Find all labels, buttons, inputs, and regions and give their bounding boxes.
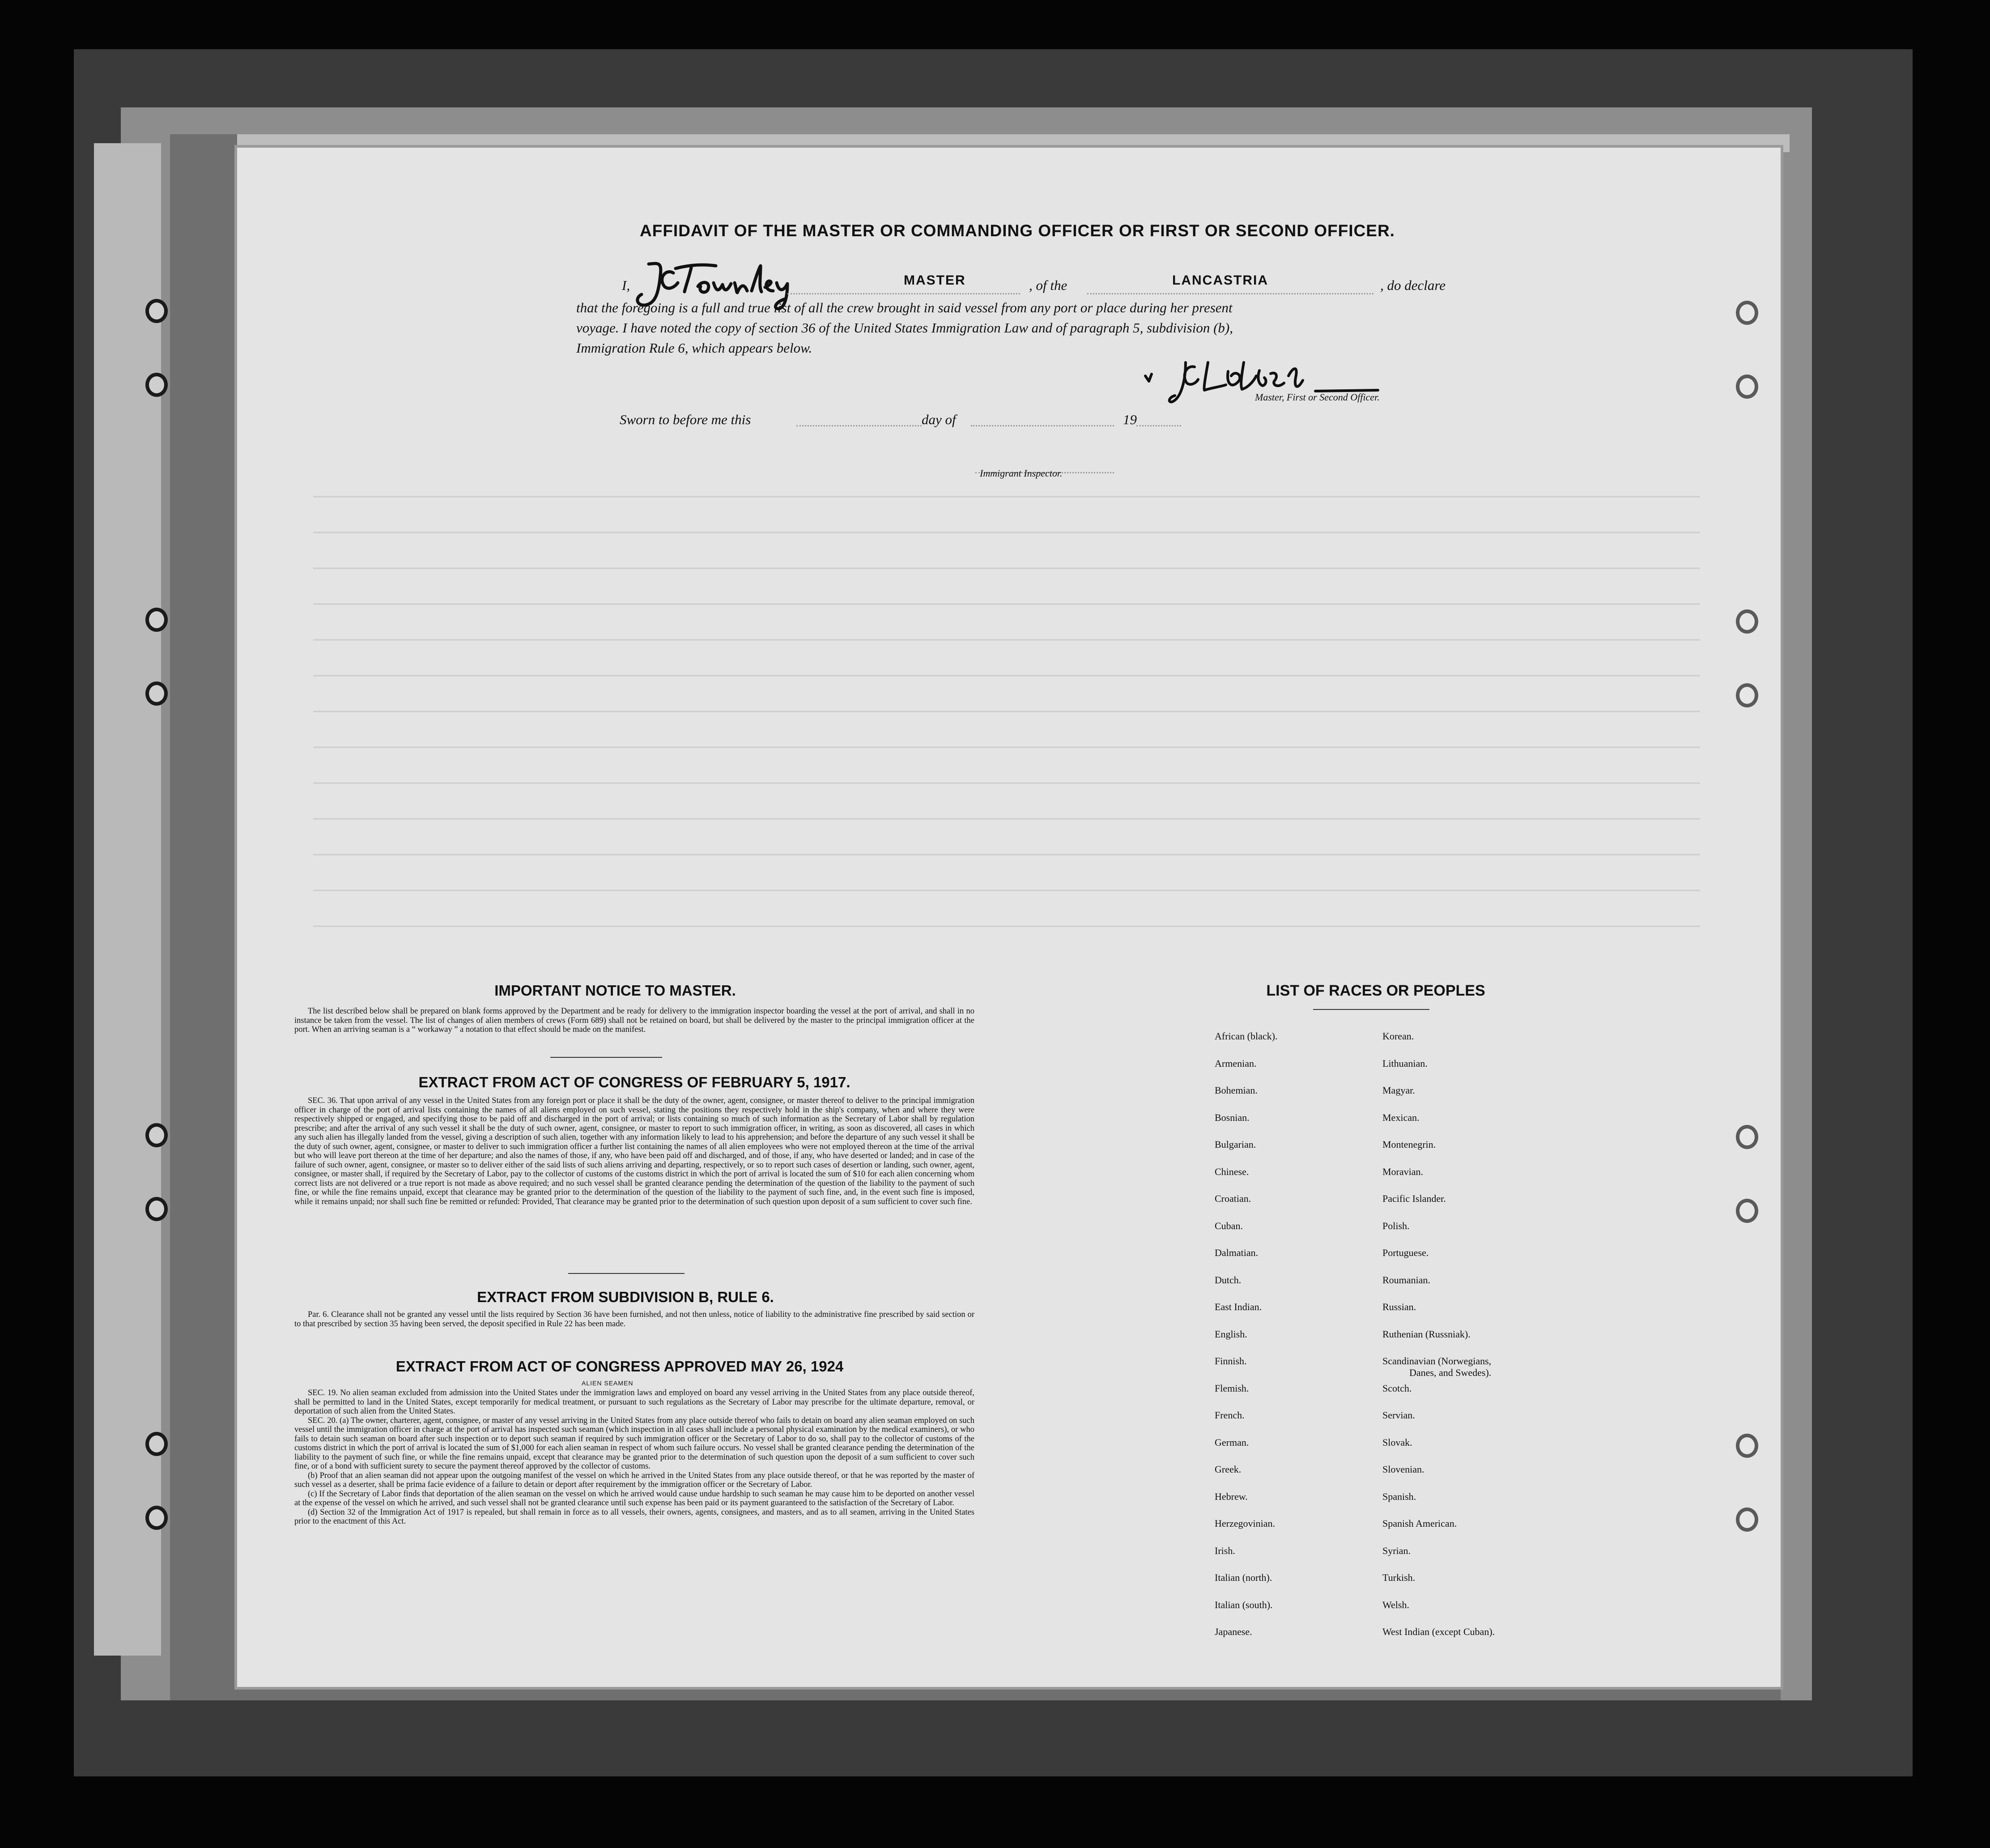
divider-rule xyxy=(568,1273,685,1274)
divider-rule xyxy=(550,1057,662,1058)
extract-1924-body xyxy=(294,1388,974,1526)
notice-paragraph: The list described below shall be prepared on blank forms approved by the Department and be ready for delivery to the immigration inspector boarding the vessel at the port of arrival, and shall in no instance be taken from the vessel. The list of changes of alien members of crews (Form 689) shall not be retained on board, but shall be delivered by the master to the principal immigration officer at the port. When an arriving seaman is a “ workaway ” a notation to that effect should be made on the manifest. xyxy=(294,1007,974,1034)
punch-hole xyxy=(1736,1199,1758,1223)
race-item: Russian. xyxy=(1382,1301,1416,1312)
race-item: Spanish. xyxy=(1382,1490,1416,1502)
sworn-month-line xyxy=(971,425,1114,426)
punch-hole xyxy=(1736,301,1758,325)
race-item: Scotch. xyxy=(1382,1382,1412,1394)
race-item: Turkish. xyxy=(1382,1572,1416,1583)
race-item: Moravian. xyxy=(1382,1166,1424,1177)
race-item: Dalmatian. xyxy=(1215,1247,1259,1258)
affidavit-title: AFFIDAVIT OF THE MASTER OR COMMANDING OFFICER OR FIRST OR SECOND OFFICER. xyxy=(640,221,1395,240)
do-declare-text: , do declare xyxy=(1380,277,1446,293)
race-item: Portuguese. xyxy=(1382,1247,1429,1258)
race-item: Danes, and Swedes). xyxy=(1409,1367,1492,1378)
extract-1924-paragraph: (c) If the Secretary of Labor finds that deportation of the alien seaman on the vessel on which he arrived would cause undue hardship to such seaman he may cause him to be deported on another vessel at the expense of the vessel on which he arrived, and such vessel shall not be granted clearance until such expense has been paid or its payment guaranteed to the satisfaction of the Secretary of Labor. xyxy=(294,1489,974,1507)
punch-hole xyxy=(145,1432,168,1456)
punch-hole xyxy=(145,1506,168,1530)
extract-1924-paragraph: SEC. 20. (a) The owner, charterer, agent, consignee, or master of any vessel arriving in the United States from any place outside thereof who fails to detain on board any alien seaman employed on such vessel until the immigration officer in charge at the port of arrival has inspected such seaman (which inspection in all cases shall include a personal physical examination by the medical examiners), or who fails to detain such seaman on board after such inspection or to deport such seaman if required by such immigration officer or the Secretary of Labor to do so, shall pay to the collector of customs of the customs district in which the port of arrival is located the sum of $1,000 for each alien seaman in respect of whom such failure occurs. No vessel shall be granted clearance pending the determination of the liability to the payment of such fine, or while the fine remains unpaid, except that clearance may be granted prior to the determination of such question upon the deposit of a sum sufficient to cover such fine, or of a bond with sufficient surety to secure the payment thereof approved by the collector of customs. xyxy=(294,1416,974,1471)
race-item: Herzegovinian. xyxy=(1215,1518,1275,1529)
race-item: Scandinavian (Norwegians, xyxy=(1382,1355,1492,1367)
affidavit-line-2: that the foregoing is a full and true list of all the crew brought in said vessel from any port or place during her present xyxy=(576,300,1233,315)
race-item: Croatian. xyxy=(1215,1193,1251,1204)
punch-hole xyxy=(1736,1125,1758,1149)
punch-hole xyxy=(145,1123,168,1147)
race-item: Armenian. xyxy=(1215,1057,1257,1069)
inspector-caption: Immigrant Inspector. xyxy=(980,468,1063,479)
year-line xyxy=(1136,425,1181,426)
extract-1924-title: EXTRACT FROM ACT OF CONGRESS APPROVED MAY 26, 1924 xyxy=(395,1358,844,1375)
role-underline xyxy=(787,293,1020,294)
race-item: Bulgarian. xyxy=(1215,1139,1256,1150)
punch-hole xyxy=(1736,1507,1758,1532)
races-rule xyxy=(1313,1009,1429,1010)
race-item: Spanish American. xyxy=(1382,1518,1457,1529)
bleed-through-marks xyxy=(268,483,1745,975)
race-item: Italian (south). xyxy=(1215,1599,1273,1610)
extract-rule6-paragraph: Par. 6. Clearance shall not be granted any vessel until the lists required by Section 36 have been furnished, and not then unless, notice of liability to the administrative fine prescribed by said section or to that prescribed by section 35 having been served, the deposit specified in Rule 22 has been made. xyxy=(294,1310,974,1329)
punch-hole xyxy=(145,681,168,706)
race-item: Roumanian. xyxy=(1382,1274,1430,1286)
punch-hole xyxy=(1736,375,1758,399)
extract-rule6-body xyxy=(294,1310,974,1329)
extract-1924-paragraph: (b) Proof that an alien seaman did not appear upon the outgoing manifest of the vessel on which he arrived in the United States from any place outside thereof, or that he was reported by the master of such vessel as a deserter, shall be prima facie evidence of a failure to detain or deport after requirement by the immigration officer or the Secretary of Labor. xyxy=(294,1471,974,1489)
race-item: Ruthenian (Russniak). xyxy=(1382,1328,1471,1340)
race-item: Bohemian. xyxy=(1215,1085,1258,1096)
race-item: Italian (north). xyxy=(1215,1572,1272,1583)
extract-1917-paragraph: SEC. 36. That upon arrival of any vessel in the United States from any foreign port or place it shall be the duty of the owner, agent, consignee, or master thereof to deliver to the principal immigration officer in charge of the port of arrival lists containing the names of all aliens employed on such vessel, stating the positions they respectively hold in the ship's company, when and where they were respectively shipped or engaged, and specifying those to be paid off and discharged in the port of arrival; or lists containing so much of such information as the Secretary of Labor shall by regulation prescribe; and after the arrival of any such vessel it shall be the duty of such owner, agent, consignee, or master to report to such immigration officer, in writing, as soon as discovered, all cases in which any such alien has illegally landed from the vessel, giving a description of such alien, together with any information likely to lead to his apprehension; and before the departure of any such vessel it shall be the duty of such owner, agent, consignee, or master to deliver to such immigration officer a further list containing the names of all alien employees who were not employed thereon at the time of the arrival but who will leave port thereon at the time of her departure; and also the names of those, if any, who have been paid off and discharged, and of those, if any, who have deserted or landed; and in case of the failure of such owner, agent, consignee, or master so to deliver either of the said lists of such aliens arriving and departing, respectively, or so to report such cases of desertion or landing, such owner, agent, consignee, or master shall, if required by the Secretary of Labor, pay to the collector of customs of the customs district in which the port of arrival is located the sum of $10 for each alien concerning whom correct lists are not delivered or a true report is not made as above required; and no such vessel shall be granted clearance pending the determination of the question of the liability to the payment of such fine, or while the fine remains unpaid, except that clearance may be granted prior to the determination of the question of the liability to the payment of such fine, and, in the event such fine is imposed, while it remains unpaid; nor shall such fine be remitted or refunded: Provided, That clearance may be granted prior to the determination of such question upon deposit of a sum sufficient to cover such fine. xyxy=(294,1096,974,1206)
punch-hole xyxy=(145,608,168,632)
punch-hole xyxy=(145,373,168,397)
extract-1917-title: EXTRACT FROM ACT OF CONGRESS OF FEBRUARY 5, 1917. xyxy=(418,1074,850,1090)
race-item: Japanese. xyxy=(1215,1626,1252,1637)
affidavit-line-4: Immigration Rule 6, which appears below. xyxy=(576,340,812,356)
race-item: French. xyxy=(1215,1409,1245,1421)
of-the-text: , of the xyxy=(1029,277,1067,293)
race-item: Montenegrin. xyxy=(1382,1139,1436,1150)
vessel-underline xyxy=(1087,293,1373,294)
race-item: Cuban. xyxy=(1215,1220,1243,1231)
binding-strip xyxy=(94,143,161,1656)
notice-title: IMPORTANT NOTICE TO MASTER. xyxy=(494,982,736,999)
race-item: Servian. xyxy=(1382,1409,1415,1421)
race-item: Syrian. xyxy=(1382,1545,1411,1556)
extract-1924-paragraph: (d) Section 32 of the Immigration Act of 1917 is repealed, but shall remain in force as to all vessels, their owners, agents, consignees, and masters, and as to all seamen, arriving in the United States prior to the enactment of this Act. xyxy=(294,1507,974,1526)
race-item: Greek. xyxy=(1215,1464,1242,1475)
race-item: African (black). xyxy=(1215,1030,1278,1042)
race-item: Slovenian. xyxy=(1382,1464,1424,1475)
race-item: Slovak. xyxy=(1382,1436,1412,1448)
race-item: Bosnian. xyxy=(1215,1111,1250,1123)
races-title: LIST OF RACES OR PEOPLES xyxy=(1266,982,1485,999)
race-item: Flemish. xyxy=(1215,1382,1249,1394)
race-item: Hebrew. xyxy=(1215,1490,1248,1502)
race-item: Finnish. xyxy=(1215,1355,1247,1367)
race-item: East Indian. xyxy=(1215,1301,1262,1312)
sworn-text: Sworn to before me this xyxy=(620,412,751,427)
punch-hole xyxy=(145,1197,168,1221)
race-item: Lithuanian. xyxy=(1382,1057,1428,1069)
race-item: German. xyxy=(1215,1436,1249,1448)
race-item: Polish. xyxy=(1382,1220,1410,1231)
year-prefix: 19 xyxy=(1123,412,1137,427)
notice-body xyxy=(294,1007,974,1035)
signature-caption: Master, First or Second Officer. xyxy=(1255,392,1380,403)
affidavit-line-3: voyage. I have noted the copy of section 36 of the United States Immigration Law and of paragraph 5, subdivision (b), xyxy=(576,320,1233,336)
punch-hole xyxy=(145,299,168,323)
sworn-day-line xyxy=(796,425,922,426)
race-item: Irish. xyxy=(1215,1545,1235,1556)
race-item: Chinese. xyxy=(1215,1166,1249,1177)
punch-hole xyxy=(1736,1434,1758,1458)
race-item: Magyar. xyxy=(1382,1085,1415,1096)
vessel-name-field: LANCASTRIA xyxy=(1172,273,1268,288)
race-item: Pacific Islander. xyxy=(1382,1193,1446,1204)
extract-1924-subtitle: ALIEN SEAMEN xyxy=(582,1380,634,1387)
day-of-text: day of xyxy=(922,412,956,427)
race-item: English. xyxy=(1215,1328,1247,1340)
race-item: Mexican. xyxy=(1382,1111,1420,1123)
race-item: West Indian (except Cuban). xyxy=(1382,1626,1495,1637)
race-item: Korean. xyxy=(1382,1030,1414,1042)
race-item: Welsh. xyxy=(1382,1599,1409,1610)
master-role-field: MASTER xyxy=(904,273,966,288)
extract-1917-body xyxy=(294,1096,974,1206)
affidavit-i-prefix: I, xyxy=(622,277,630,293)
race-item: Dutch. xyxy=(1215,1274,1242,1286)
extract-1924-paragraph: SEC. 19. No alien seaman excluded from admission into the United States under the immigration laws and employed on board any vessel arriving in the United States from any place outside thereof, shall be permitted to land in the United States, except temporarily for medical treatment, or pursuant to such regulations as the Secretary of Labor may prescribe for the ultimate departure, removal, or deportation of such alien from the United States. xyxy=(294,1388,974,1416)
extract-rule6-title: EXTRACT FROM SUBDIVISION B, RULE 6. xyxy=(477,1289,774,1305)
